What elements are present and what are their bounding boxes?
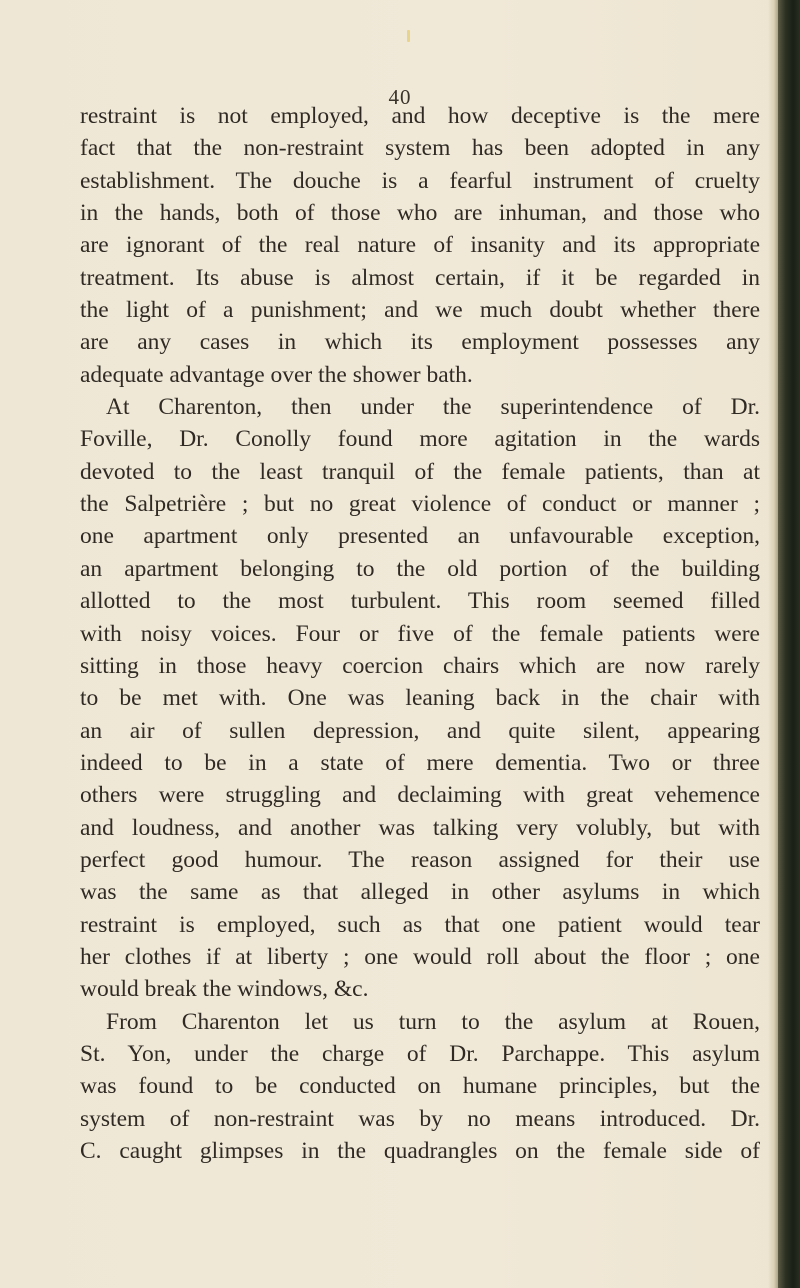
text-line: fact that the non-restraint system has been adopted in any bbox=[80, 135, 760, 162]
page-number: 40 bbox=[388, 85, 412, 109]
page-body-text bbox=[80, 100, 760, 1167]
text-line: was found to be conducted on humane principles, but the bbox=[80, 1073, 760, 1100]
text-line: sitting in those heavy coercion chairs which are now rarely bbox=[80, 652, 760, 679]
text-line: perfect good humour. The reason assigned for their use bbox=[80, 846, 760, 873]
text-line: an air of sullen depression, and quite silent, appearing bbox=[80, 717, 760, 744]
text-line: C. caught glimpses in the quadrangles on the female side of bbox=[80, 1138, 760, 1164]
text-line: in the hands, both of those who are inhuman, and those who bbox=[80, 200, 760, 227]
text-line: At Charenton, then under the superintendence of Dr. bbox=[106, 394, 760, 421]
text-line: indeed to be in a state of mere dementia. Two or three bbox=[80, 749, 760, 776]
text-line: are ignorant of the real nature of insanity and its appropriate bbox=[80, 232, 760, 259]
text-line: establishment. The douche is a fearful instrument of cruelty bbox=[80, 167, 760, 194]
book-cover-edge bbox=[778, 0, 800, 1288]
text-line: allotted to the most turbulent. This room seemed filled bbox=[80, 588, 760, 615]
text-line: and loudness, and another was talking very volubly, but with bbox=[80, 814, 760, 841]
text-line: From Charenton let us turn to the asylum at Rouen, bbox=[106, 1008, 760, 1035]
text-line: to be met with. One was leaning back in the chair with bbox=[80, 685, 760, 712]
text-line: system of non-restraint was by no means introduced. Dr. bbox=[80, 1105, 760, 1132]
text-line: an apartment belonging to the old portion of the building bbox=[80, 555, 760, 582]
text-line: are any cases in which its employment possesses any bbox=[80, 329, 760, 356]
paper-speck bbox=[407, 30, 410, 42]
text-line: others were struggling and declaiming with great vehemence bbox=[80, 782, 760, 809]
text-line: would break the windows, &c. bbox=[80, 976, 369, 1003]
text-line: with noisy voices. Four or five of the female patients were bbox=[80, 620, 760, 647]
text-line: devoted to the least tranquil of the female patients, than at bbox=[80, 458, 760, 485]
text-line: the Salpetrière ; but no great violence of conduct or manner ; bbox=[80, 491, 760, 518]
page-edge-shadow bbox=[768, 0, 778, 1288]
text-line: treatment. Its abuse is almost certain, if it be regarded in bbox=[80, 264, 760, 291]
text-line: restraint is not employed, and how deceptive is the mere bbox=[80, 103, 760, 129]
text-line: the light of a punishment; and we much doubt whether there bbox=[80, 297, 760, 324]
text-line: one apartment only presented an unfavourable exception, bbox=[80, 523, 760, 550]
text-line: was the same as that alleged in other asylums in which bbox=[80, 879, 760, 906]
text-line: her clothes if at liberty ; one would roll about the floor ; one bbox=[80, 943, 760, 970]
text-line: restraint is employed, such as that one patient would tear bbox=[80, 911, 760, 938]
text-line: St. Yon, under the charge of Dr. Parchappe. This asylum bbox=[80, 1040, 760, 1067]
text-line: Foville, Dr. Conolly found more agitation in the wards bbox=[80, 426, 760, 453]
text-line: adequate advantage over the shower bath. bbox=[80, 361, 473, 388]
